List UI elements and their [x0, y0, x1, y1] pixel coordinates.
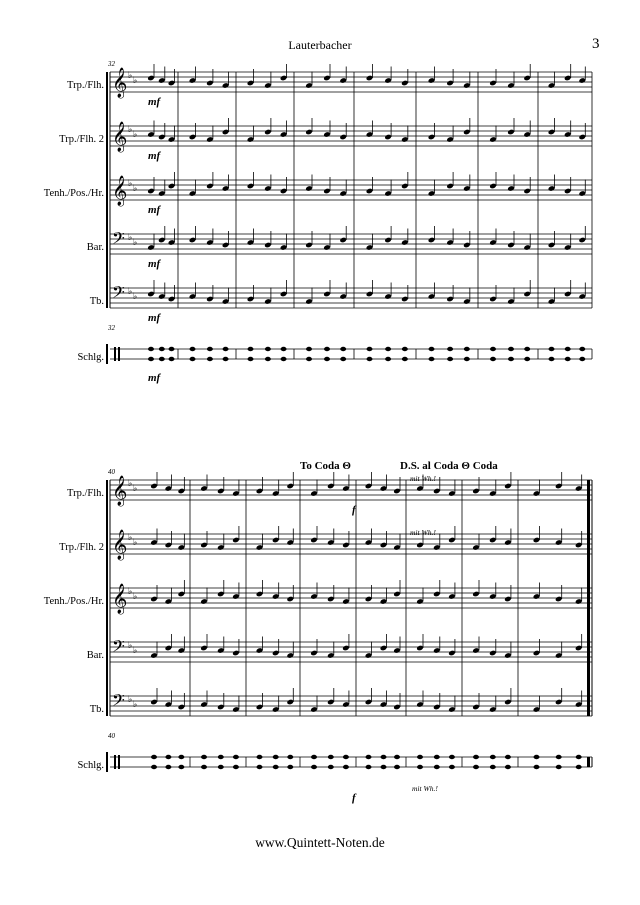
- note-head: [508, 347, 514, 351]
- dynamic-mark: mf: [148, 312, 161, 324]
- measure-number: 40: [108, 468, 115, 476]
- instrument-label-bar: Bar.: [86, 650, 104, 661]
- note-head: [343, 755, 349, 759]
- note-head: [464, 347, 470, 351]
- note-head: [233, 755, 239, 759]
- note-head: [218, 755, 224, 759]
- note-head: [505, 765, 511, 769]
- note-head: [257, 755, 263, 759]
- note-head: [417, 755, 423, 759]
- flat-icon: ♭: [128, 71, 133, 81]
- percussion-clef-icon: [114, 347, 116, 361]
- flat-icon: ♭: [133, 76, 138, 86]
- note-head: [490, 755, 496, 759]
- ds-al-coda-marking: D.S. al Coda Θ Coda: [400, 460, 498, 472]
- note-head: [579, 347, 585, 351]
- flat-icon: ♭: [128, 533, 133, 543]
- note-head: [159, 357, 165, 361]
- note-head: [565, 347, 571, 351]
- note-head: [534, 755, 540, 759]
- note-head: [508, 357, 514, 361]
- note-head: [218, 765, 224, 769]
- note-head: [151, 755, 157, 759]
- note-head: [207, 347, 213, 351]
- flat-icon: ♭: [133, 700, 138, 710]
- note-head: [367, 357, 373, 361]
- percussion-clef-icon: [118, 755, 120, 769]
- note-head: [223, 347, 229, 351]
- note-head: [505, 755, 511, 759]
- note-head: [151, 765, 157, 769]
- flat-icon: ♭: [133, 184, 138, 194]
- note-head: [490, 357, 496, 361]
- score-staves: [0, 470, 640, 800]
- note-head: [340, 357, 346, 361]
- note-head: [201, 755, 207, 759]
- note-head: [265, 357, 271, 361]
- note-head: [524, 357, 530, 361]
- note-head: [223, 357, 229, 361]
- note-head: [207, 357, 213, 361]
- flat-icon: ♭: [128, 287, 133, 297]
- flat-icon: ♭: [128, 125, 133, 135]
- dynamic-mark: mf: [148, 258, 161, 270]
- flat-icon: ♭: [128, 479, 133, 489]
- note-head: [178, 765, 184, 769]
- page-number: 3: [592, 36, 600, 52]
- instrument-label-tenh: Tenh./Pos./Hr.: [43, 188, 104, 199]
- note-head: [233, 765, 239, 769]
- dynamic-mark: f: [352, 792, 356, 804]
- note-head: [556, 755, 562, 759]
- dynamic-mark: mf: [148, 96, 161, 108]
- instrument-label-schlg: Schlg.: [77, 760, 104, 771]
- note-head: [576, 765, 582, 769]
- note-head: [165, 755, 171, 759]
- flat-icon: ♭: [133, 292, 138, 302]
- note-head: [385, 347, 391, 351]
- treble-clef-icon: 𝄞: [112, 476, 128, 506]
- instrument-label-bar: Bar.: [86, 242, 104, 253]
- flat-icon: ♭: [133, 238, 138, 248]
- instrument-label-trp2: Trp./Flh. 2: [59, 134, 104, 145]
- dynamic-mark: mf: [148, 150, 161, 162]
- note-head: [565, 357, 571, 361]
- treble-clef-icon: 𝄞: [112, 68, 128, 98]
- instrument-label-trp2: Trp./Flh. 2: [59, 542, 104, 553]
- mit-wh-marking: mit Wh.!: [412, 784, 438, 793]
- note-head: [447, 347, 453, 351]
- note-head: [464, 357, 470, 361]
- score-system-2: [0, 460, 640, 804]
- note-head: [366, 755, 372, 759]
- note-head: [576, 755, 582, 759]
- note-head: [265, 347, 271, 351]
- note-head: [169, 347, 175, 351]
- flat-icon: ♭: [133, 538, 138, 548]
- note-head: [549, 347, 555, 351]
- score-staves: [0, 62, 640, 392]
- instrument-label-trp1: Trp./Flh.: [67, 488, 104, 499]
- note-head: [434, 765, 440, 769]
- bass-clef-icon: 𝄢: [112, 228, 125, 252]
- note-head: [324, 347, 330, 351]
- percussion-clef-icon: [114, 755, 116, 769]
- note-head: [449, 755, 455, 759]
- flat-icon: ♭: [133, 484, 138, 494]
- note-head: [449, 765, 455, 769]
- instrument-label-schlg: Schlg.: [77, 352, 104, 363]
- final-barline: [587, 757, 590, 767]
- note-head: [311, 765, 317, 769]
- note-head: [579, 357, 585, 361]
- mit-wh-marking: mit Wh.!: [410, 528, 436, 537]
- flat-icon: ♭: [128, 179, 133, 189]
- percussion-measure-number: 32: [108, 324, 115, 332]
- percussion-clef-icon: [118, 347, 120, 361]
- note-head: [429, 347, 435, 351]
- note-head: [148, 347, 154, 351]
- note-head: [447, 357, 453, 361]
- note-head: [306, 347, 312, 351]
- treble-clef-icon: 𝄞: [112, 122, 128, 152]
- note-head: [328, 765, 334, 769]
- dynamic-mark: f: [352, 504, 356, 516]
- instrument-label-trp1: Trp./Flh.: [67, 80, 104, 91]
- note-head: [394, 755, 400, 759]
- note-head: [417, 765, 423, 769]
- piece-title: Lauterbacher: [288, 38, 352, 52]
- flat-icon: ♭: [133, 646, 138, 656]
- note-head: [165, 765, 171, 769]
- note-head: [201, 765, 207, 769]
- flat-icon: ♭: [133, 130, 138, 140]
- flat-icon: ♭: [128, 695, 133, 705]
- note-head: [473, 755, 479, 759]
- flat-icon: ♭: [133, 592, 138, 602]
- note-head: [190, 357, 196, 361]
- bass-clef-icon: 𝄢: [112, 690, 125, 714]
- dynamic-mark: mf: [148, 372, 161, 384]
- note-head: [273, 765, 279, 769]
- note-head: [159, 347, 165, 351]
- dynamic-mark: mf: [148, 204, 161, 216]
- note-head: [429, 357, 435, 361]
- note-head: [524, 347, 530, 351]
- note-head: [343, 765, 349, 769]
- note-head: [534, 765, 540, 769]
- note-head: [385, 357, 391, 361]
- note-head: [402, 347, 408, 351]
- note-head: [248, 357, 254, 361]
- measure-number: 32: [108, 60, 115, 68]
- note-head: [381, 765, 387, 769]
- score-system-1: [0, 62, 640, 392]
- note-head: [287, 755, 293, 759]
- note-head: [324, 357, 330, 361]
- note-head: [394, 765, 400, 769]
- note-head: [434, 755, 440, 759]
- note-head: [287, 765, 293, 769]
- note-head: [248, 347, 254, 351]
- note-head: [549, 357, 555, 361]
- note-head: [556, 765, 562, 769]
- note-head: [340, 347, 346, 351]
- note-head: [257, 765, 263, 769]
- final-barline: [587, 480, 590, 716]
- treble-clef-icon: 𝄞: [112, 176, 128, 206]
- instrument-label-tenh: Tenh./Pos./Hr.: [43, 596, 104, 607]
- note-head: [311, 755, 317, 759]
- mit-wh-marking: mit Wh.!: [410, 474, 436, 483]
- note-head: [366, 765, 372, 769]
- bass-clef-icon: 𝄢: [112, 636, 125, 660]
- page-header: [0, 0, 640, 60]
- note-head: [281, 347, 287, 351]
- note-head: [281, 357, 287, 361]
- note-head: [381, 755, 387, 759]
- flat-icon: ♭: [128, 233, 133, 243]
- note-head: [169, 357, 175, 361]
- percussion-measure-number: 40: [108, 732, 115, 740]
- note-head: [473, 765, 479, 769]
- note-head: [306, 357, 312, 361]
- bass-clef-icon: 𝄢: [112, 282, 125, 306]
- note-head: [328, 755, 334, 759]
- to-coda-marking: To Coda Θ: [300, 460, 351, 472]
- instrument-label-tb: Tb.: [89, 296, 104, 307]
- footer-url: www.Quintett-Noten.de: [255, 835, 385, 850]
- note-head: [178, 755, 184, 759]
- instrument-label-tb: Tb.: [89, 704, 104, 715]
- note-head: [490, 765, 496, 769]
- note-head: [190, 347, 196, 351]
- note-head: [402, 357, 408, 361]
- note-head: [490, 347, 496, 351]
- treble-clef-icon: 𝄞: [112, 530, 128, 560]
- flat-icon: ♭: [128, 587, 133, 597]
- note-head: [148, 357, 154, 361]
- note-head: [273, 755, 279, 759]
- note-head: [367, 347, 373, 351]
- treble-clef-icon: 𝄞: [112, 584, 128, 614]
- flat-icon: ♭: [128, 641, 133, 651]
